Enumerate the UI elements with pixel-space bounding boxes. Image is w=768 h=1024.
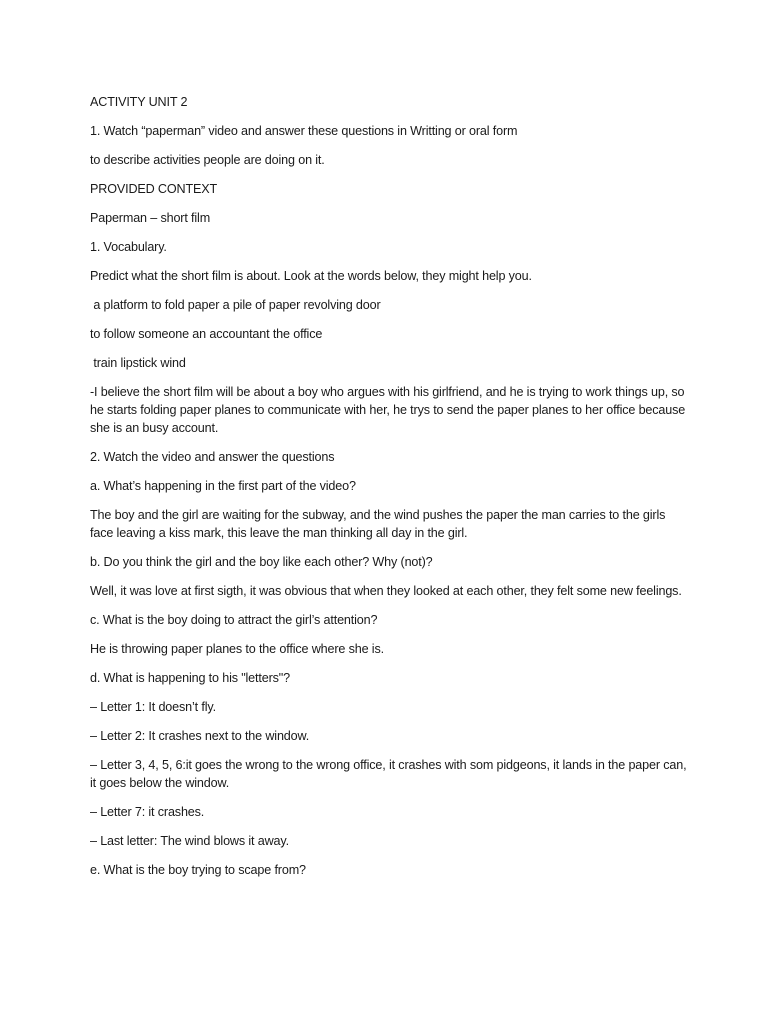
prediction-answer: -I believe the short film will be about a boy who argues with his girlfriend, and he is trying to work things up, so he starts folding paper planes to communicate with her, he trys to send the paper planes to her office because she is an busy account. <box>90 385 689 435</box>
question-d: d. What is happening to his "letters"? <box>90 671 290 685</box>
activity-title: ACTIVITY UNIT 2 <box>90 95 188 109</box>
vocabulary-words-1: a platform to fold paper a pile of paper revolving door <box>90 298 381 312</box>
letter-7-answer: – Letter 7: it crashes. <box>90 805 205 819</box>
question-e: e. What is the boy trying to scape from? <box>90 863 306 877</box>
vocabulary-words-2: to follow someone an accountant the office <box>90 327 323 341</box>
document-body <box>90 93 690 890</box>
vocabulary-heading: 1. Vocabulary. <box>90 240 167 254</box>
instruction-line-1: 1. Watch “paperman” video and answer these questions in Writting or oral form <box>90 124 518 138</box>
predict-instruction: Predict what the short film is about. Look at the words below, they might help you. <box>90 269 532 283</box>
question-a: a. What’s happening in the first part of the video? <box>90 479 356 493</box>
letter-3-6-answer: – Letter 3, 4, 5, 6:it goes the wrong to the wrong office, it crashes with som pidgeons, it lands in the paper can, it goes below the window. <box>90 758 690 790</box>
answer-c: He is throwing paper planes to the office where she is. <box>90 642 384 656</box>
answer-a: The boy and the girl are waiting for the subway, and the wind pushes the paper the man carries to the girls face leaving a kiss mark, this leave the man thinking all day in the girl. <box>90 508 669 540</box>
letter-2-answer: – Letter 2: It crashes next to the window. <box>90 729 310 743</box>
letter-1-answer: – Letter 1: It doesn’t fly. <box>90 700 216 714</box>
section-heading-context: PROVIDED CONTEXT <box>90 182 218 196</box>
vocabulary-words-3: train lipstick wind <box>90 356 186 370</box>
instruction-line-2: to describe activities people are doing on it. <box>90 153 325 167</box>
question-c: c. What is the boy doing to attract the girl’s attention? <box>90 613 378 627</box>
last-letter-answer: – Last letter: The wind blows it away. <box>90 834 289 848</box>
question-b: b. Do you think the girl and the boy like each other? Why (not)? <box>90 555 433 569</box>
answer-b: Well, it was love at first sigth, it was obvious that when they looked at each other, they felt some new feelings. <box>90 584 682 598</box>
film-title: Paperman – short film <box>90 211 211 225</box>
section-heading-questions: 2. Watch the video and answer the questions <box>90 450 335 464</box>
